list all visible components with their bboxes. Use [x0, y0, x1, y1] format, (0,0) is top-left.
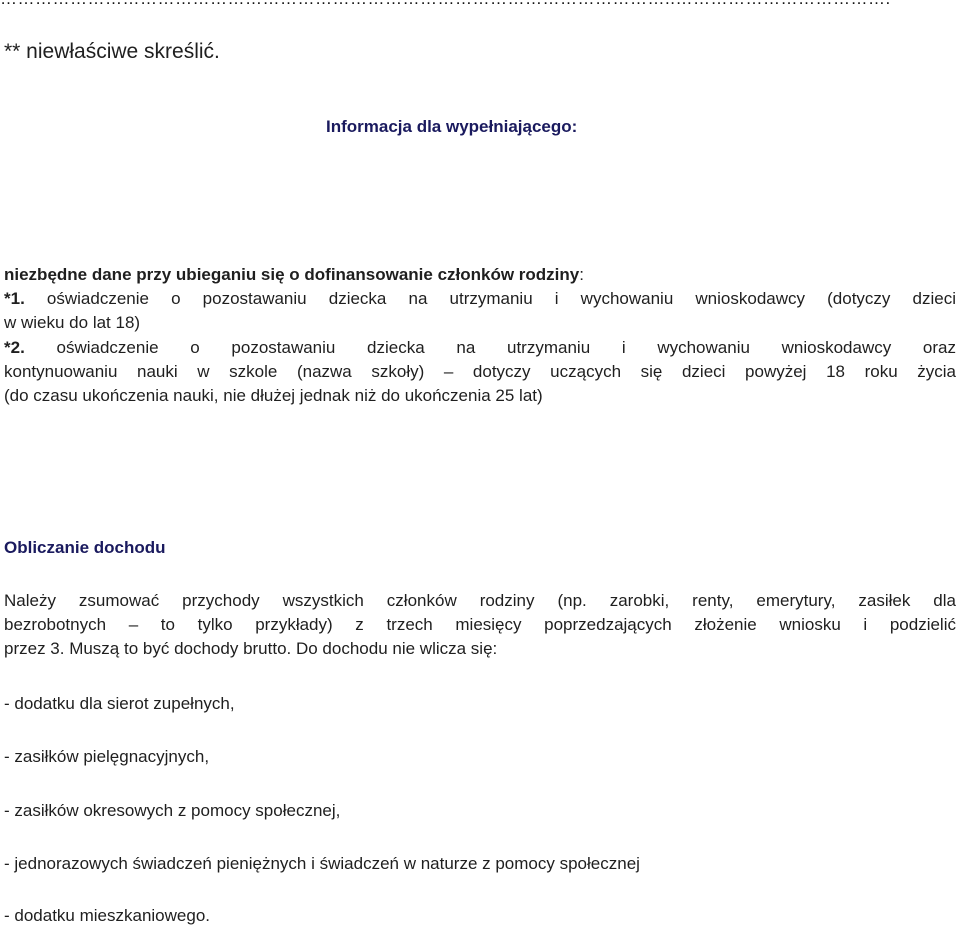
- exclusion-item: - zasiłków okresowych z pomocy społecznej,: [4, 801, 341, 820]
- income-line-3: przez 3. Muszą to być dochody brutto. Do dochodu nie wlicza się:: [4, 639, 498, 658]
- exclusion-item: - dodatku mieszkaniowego.: [4, 906, 211, 925]
- item-1-text-1: oświadczenie o pozostawaniu dziecka na utrzymaniu i wychowaniu wnioskodawcy (dotyczy dzieci: [24, 289, 956, 308]
- info-title: Informacja dla wypełniającego:: [326, 117, 578, 136]
- item-1-line-2: w wieku do lat 18): [4, 313, 141, 332]
- item-2-text-1: oświadczenie o pozostawaniu dziecka na utrzymaniu i wychowaniu wnioskodawcy oraz: [24, 338, 956, 357]
- documents-heading-colon: :: [579, 265, 584, 284]
- item-1-line-1: [4, 287, 956, 311]
- dotted-fill-line: [0, 0, 960, 10]
- income-line-2: bezrobotnych – to tylko przykłady) z trzech miesięcy poprzedzających złożenie wniosku i podzielić: [4, 615, 956, 634]
- item-1-marker: *1.: [4, 289, 25, 308]
- documents-item-2: [4, 336, 956, 408]
- item-2-line-2: kontynuowaniu nauki w szkole (nazwa szkoły) – dotyczy uczących się dzieci powyżej 18 roku życia: [4, 362, 956, 381]
- income-paragraph: [4, 589, 956, 661]
- documents-heading-text: niezbędne dane przy ubieganiu się o dofinansowanie członków rodziny: [4, 265, 580, 284]
- item-2-line-1: [4, 336, 956, 360]
- income-section-title: Obliczanie dochodu: [4, 538, 166, 557]
- exclusion-item: - jednorazowych świadczeń pieniężnych i świadczeń w naturze z pomocy społecznej: [4, 854, 640, 873]
- income-line-1: Należy zsumować przychody wszystkich członków rodziny (np. zarobki, renty, emerytury, zasiłek dla: [4, 591, 956, 610]
- item-2-line-3: (do czasu ukończenia nauki, nie dłużej jednak niż do ukończenia 25 lat): [4, 386, 543, 405]
- exclusion-item: - dodatku dla sierot zupełnych,: [4, 694, 235, 713]
- exclusion-item: - zasiłków pielęgnacyjnych,: [4, 747, 210, 766]
- item-2-marker: *2.: [4, 338, 25, 357]
- documents-heading: [4, 264, 584, 286]
- documents-item-1: [4, 287, 956, 335]
- asterisk-note: ** niewłaściwe skreślić.: [4, 40, 220, 63]
